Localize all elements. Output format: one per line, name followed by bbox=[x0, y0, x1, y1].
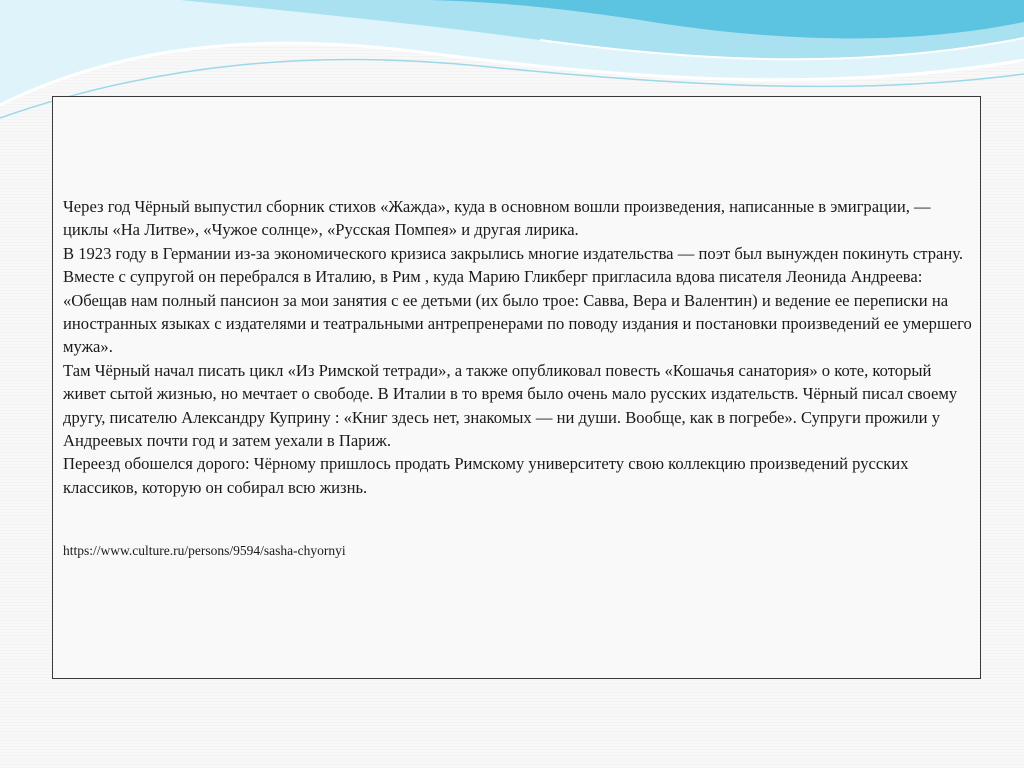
source-url[interactable]: https://www.culture.ru/persons/9594/sasha-chyornyi bbox=[63, 543, 346, 558]
main-text bbox=[63, 195, 973, 499]
paragraph-3: Там Чёрный начал писать цикл «Из Римской тетради», а также опубликовал повесть «Кошачья санатория» о коте, который живет сытой жизнью, но мечтает о свободе. В Италии в то время было очень мало русских издательств. Чёрный писал своему другу, писателю Александру Куприну : «Книг здесь нет, знакомых — ни души. Вообще, как в погребе». Супруги прожили у Андреевых почти год и затем уехали в Париж. bbox=[63, 360, 958, 451]
paragraph-1: Через год Чёрный выпустил сборник стихов «Жажда», куда в основном вошли произведения, написанные в эмиграции, — циклы «На Литве», «Чужое солнце», «Русская Помпея» и другая лирика. bbox=[63, 197, 931, 240]
paragraph-2: В 1923 году в Германии из-за экономического кризиса закрылись многие издательства — поэт был вынужден покинуть страну. Вместе с супругой он перебрался в Италию, в Рим , куда Марию Гликберг пригласила вдова писателя Леонида Андреева: «Обещав нам полный пансион за мои занятия с ее детьми (их было трое: Савва, Вера и Валентин) и ведение ее переписки на иностранных языках с издателями и театральными антрепренерами по поводу издания и постановки произведений ее умершего мужа». bbox=[63, 243, 972, 357]
paragraph-4: Переезд обошелся дорого: Чёрному пришлось продать Римскому университету свою коллекцию произведений русских классиков, которую он собирал всю жизнь. bbox=[63, 454, 909, 497]
content-frame bbox=[52, 96, 981, 679]
